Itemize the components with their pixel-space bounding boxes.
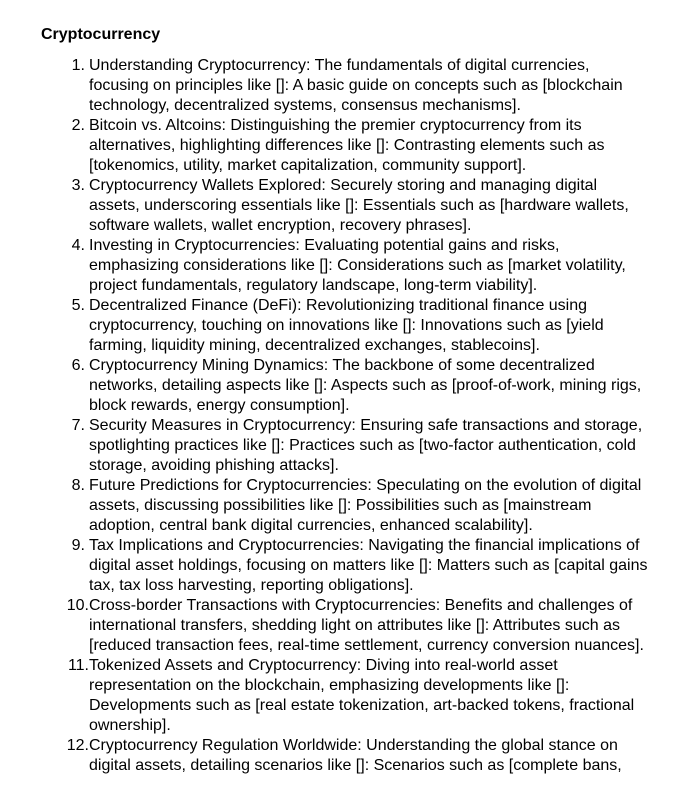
list-item: [0, 296, 690, 356]
list-item: [0, 116, 690, 176]
list-item: [0, 416, 690, 476]
numbered-list: [0, 56, 690, 776]
list-item: [0, 536, 690, 596]
list-item-text: Understanding Cryptocurrency: The fundamentals of digital currencies, focusing on principles like []: A basic guide on concepts such as [blockchain technology, decentralized systems, consensus mechanisms].: [89, 57, 623, 114]
list-item-number: 10.: [66, 597, 89, 614]
list-item: [0, 56, 690, 116]
list-item-text: Decentralized Finance (DeFi): Revolutionizing traditional finance using cryptocurrency, touching on innovations like []: Innovations such as [yield farming, liquidity mining, decentralized exchanges, stablecoins].: [89, 297, 604, 354]
document-title: Cryptocurrency: [41, 26, 161, 43]
list-item-number: 11.: [67, 657, 89, 674]
list-item-text: Tokenized Assets and Cryptocurrency: Diving into real-world asset representation on the blockchain, emphasizing developments like []: Developments such as [real estate tokenization, art-backed tokens, fractional ownership].: [89, 657, 635, 734]
list-item-text: Cross-border Transactions with Cryptocurrencies: Benefits and challenges of international transfers, shedding light on attributes like []: Attributes such as [reduced transaction fees, real-time settlement, currency conversion nuances].: [89, 597, 644, 654]
list-item-text: Tax Implications and Cryptocurrencies: Navigating the financial implications of digital asset holdings, focusing on matters like []: Matters such as [capital gains tax, tax loss harvesting, reporting obligations].: [89, 537, 648, 594]
list-item-number: 4.: [71, 237, 85, 254]
list-item-text: Future Predictions for Cryptocurrencies: Speculating on the evolution of digital assets, discussing possibilities like []: Possibilities such as [mainstream adoption, central bank digital currencies, enhanced scalability].: [89, 477, 642, 534]
list-item: [0, 656, 690, 736]
list-item: [0, 356, 690, 416]
list-item-number: 12.: [66, 737, 89, 754]
list-item-number: 2.: [71, 117, 85, 134]
list-item: [0, 476, 690, 536]
list-item: [0, 596, 690, 656]
list-item-text: Bitcoin vs. Altcoins: Distinguishing the premier cryptocurrency from its alternatives, highlighting differences like []: Contrasting elements such as [tokenomics, utility, market capitalization, community support].: [89, 117, 605, 174]
list-item-number: 7.: [71, 417, 85, 434]
list-item-number: 6.: [71, 357, 85, 374]
list-item-number: 9.: [71, 537, 85, 554]
list-item-number: 3.: [71, 177, 85, 194]
list-item-number: 8.: [71, 477, 85, 494]
list-item: [0, 236, 690, 296]
list-item: [0, 176, 690, 236]
list-item-text: Investing in Cryptocurrencies: Evaluating potential gains and risks, emphasizing considerations like []: Considerations such as [market volatility, project fundamentals, regulatory landscape, long-term viability].: [89, 237, 626, 294]
list-item-text: Cryptocurrency Wallets Explored: Securely storing and managing digital assets, underscoring essentials like []: Essentials such as [hardware wallets, software wallets, wallet encryption, recovery phrases].: [89, 177, 629, 234]
list-item-text: Cryptocurrency Mining Dynamics: The backbone of some decentralized networks, detailing aspects like []: Aspects such as [proof-of-work, mining rigs, block rewards, energy consumption].: [89, 357, 642, 414]
list-item-number: 5.: [71, 297, 85, 314]
list-item-number: 1.: [71, 57, 85, 74]
list-item-text: Cryptocurrency Regulation Worldwide: Understanding the global stance on digital assets, detailing scenarios like []: Scenarios such as [complete bans,: [89, 737, 622, 774]
list-item: [0, 736, 690, 776]
list-item-text: Security Measures in Cryptocurrency: Ensuring safe transactions and storage, spotlighting practices like []: Practices such as [two-factor authentication, cold storage, avoiding phishing attacks].: [89, 417, 643, 474]
